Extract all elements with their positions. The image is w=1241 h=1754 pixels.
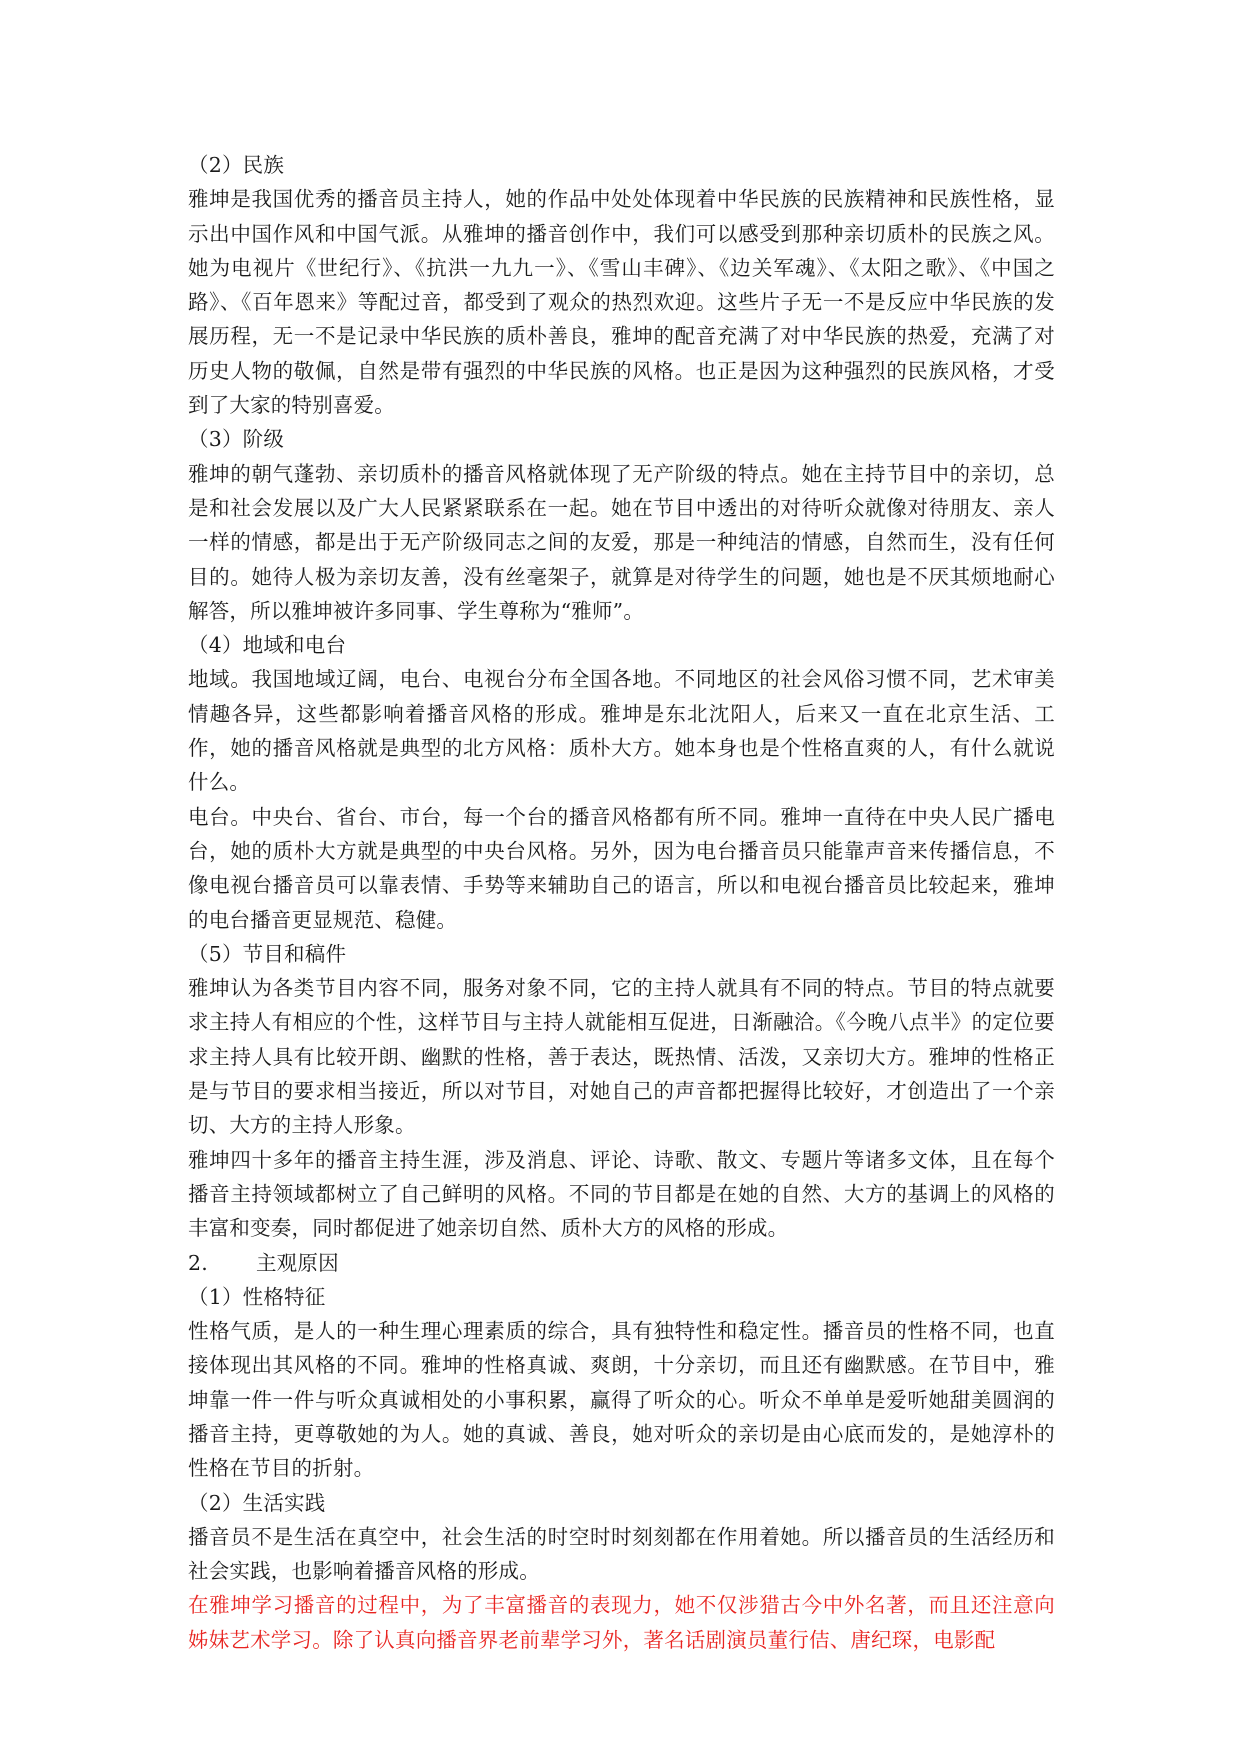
paragraph-jiemu: 雅坤认为各类节目内容不同，服务对象不同，它的主持人就具有不同的特点。节目的特点就要求主持人有相应的个性，这样节目与主持人就能相互促进，日渐融洽。《今晚八点半》的定位要求主持人具有比较开朗、幽默的性格，善于表达，既热情、活泼，又亲切大方。雅坤的性格正是与节目的要求相当接近，所以对节目，对她自己的声音都把握得比较好，才创造出了一个亲切、大方的主持人形象。 bbox=[188, 976, 1055, 1138]
document-page bbox=[188, 148, 1055, 1657]
section-heading-xingge: （1）性格特征 bbox=[188, 1284, 326, 1309]
section-heading-minzu: （2）民族 bbox=[188, 153, 285, 177]
section-title: 主观原因 bbox=[255, 1250, 339, 1275]
paragraph-xingge: 性格气质，是人的一种生理心理素质的综合，具有独特性和稳定性。播音员的性格不同，也直接体现出其风格的不同。雅坤的性格真诚、爽朗，十分亲切，而且还有幽默感。在节目中，雅坤靠一件一件与听众真诚相处的小事积累，赢得了听众的心。听众不单单是爱听她甜美圆润的播音主持，更尊敬她的为人。她的真诚、善良，她对听众的亲切是由心底而发的，是她淳朴的性格在节目的折射。 bbox=[188, 1319, 1055, 1481]
paragraph-highlighted: 在雅坤学习播音的过程中，为了丰富播音的表现力，她不仅涉猎古今中外名著，而且还注意向姊妹艺术学习。除了认真向播音界老前辈学习外，著名话剧演员董行佶、唐纪琛，电影配 bbox=[188, 1593, 1055, 1652]
section-number: 2. bbox=[188, 1250, 208, 1275]
paragraph-diantai: 电台。中央台、省台、市台，每一个台的播音风格都有所不同。雅坤一直待在中央人民广播电台，她的质朴大方就是典型的中央台风格。另外，因为电台播音员只能靠声音来传播信息，不像电视台播音员可以靠表情、手势等来辅助自己的语言，所以和电视台播音员比较起来，雅坤的电台播音更显规范、稳健。 bbox=[188, 804, 1055, 932]
section-heading-zhuguan bbox=[188, 1246, 1055, 1280]
paragraph-minzu: 雅坤是我国优秀的播音员主持人，她的作品中处处体现着中华民族的民族精神和民族性格，显示出中国作风和中国气派。从雅坤的播音创作中，我们可以感受到那种亲切质朴的民族之风。她为电视片《世纪行》、《抗洪一九九一》、《雪山丰碑》、《边关军魂》、《太阳之歌》、《中国之路》、《百年恩来》等配过音，都受到了观众的热烈欢迎。这些片子无一不是反应中华民族的发展历程，无一不是记录中华民族的质朴善良，雅坤的配音充满了对中华民族的热爱，充满了对历史人物的敬佩，自然是带有强烈的中华民族的风格。也正是因为这种强烈的民族风格，才受到了大家的特别喜爱。 bbox=[188, 187, 1055, 418]
paragraph-shengya: 雅坤四十多年的播音主持生涯，涉及消息、评论、诗歌、散文、专题片等诸多文体，且在每个播音主持领域都树立了自己鲜明的风格。不同的节目都是在她的自然、大方的基调上的风格的丰富和变奏，同时都促进了她亲切自然、质朴大方的风格的形成。 bbox=[188, 1147, 1055, 1241]
paragraph-jieji: 雅坤的朝气蓬勃、亲切质朴的播音风格就体现了无产阶级的特点。她在主持节目中的亲切，总是和社会发展以及广大人民紧紧联系在一起。她在节目中透出的对待听众就像对待朋友、亲人一样的情感，都是出于无产阶级同志之间的友爱，那是一种纯洁的情感，自然而生，没有任何目的。她待人极为亲切友善，没有丝毫架子，就算是对待学生的问题，她也是不厌其烦地耐心解答，所以雅坤被许多同事、学生尊称为“雅师”。 bbox=[188, 461, 1055, 623]
paragraph-diyu: 地域。我国地域辽阔，电台、电视台分布全国各地。不同地区的社会风俗习惯不同，艺术审美情趣各异，这些都影响着播音风格的形成。雅坤是东北沈阳人，后来又一直在北京生活、工作，她的播音风格就是典型的北方风格：质朴大方。她本身也是个性格直爽的人，有什么就说什么。 bbox=[188, 667, 1055, 795]
section-heading-shenghuo: （2）生活实践 bbox=[188, 1490, 326, 1515]
section-heading-diyu: （4）地域和电台 bbox=[188, 633, 347, 658]
paragraph-shenghuo: 播音员不是生活在真空中，社会生活的时空时时刻刻都在作用着她。所以播音员的生活经历和社会实践，也影响着播音风格的形成。 bbox=[188, 1524, 1055, 1584]
section-heading-jieji: （3）阶级 bbox=[188, 427, 285, 452]
section-heading-jiemu: （5）节目和稿件 bbox=[188, 941, 347, 966]
